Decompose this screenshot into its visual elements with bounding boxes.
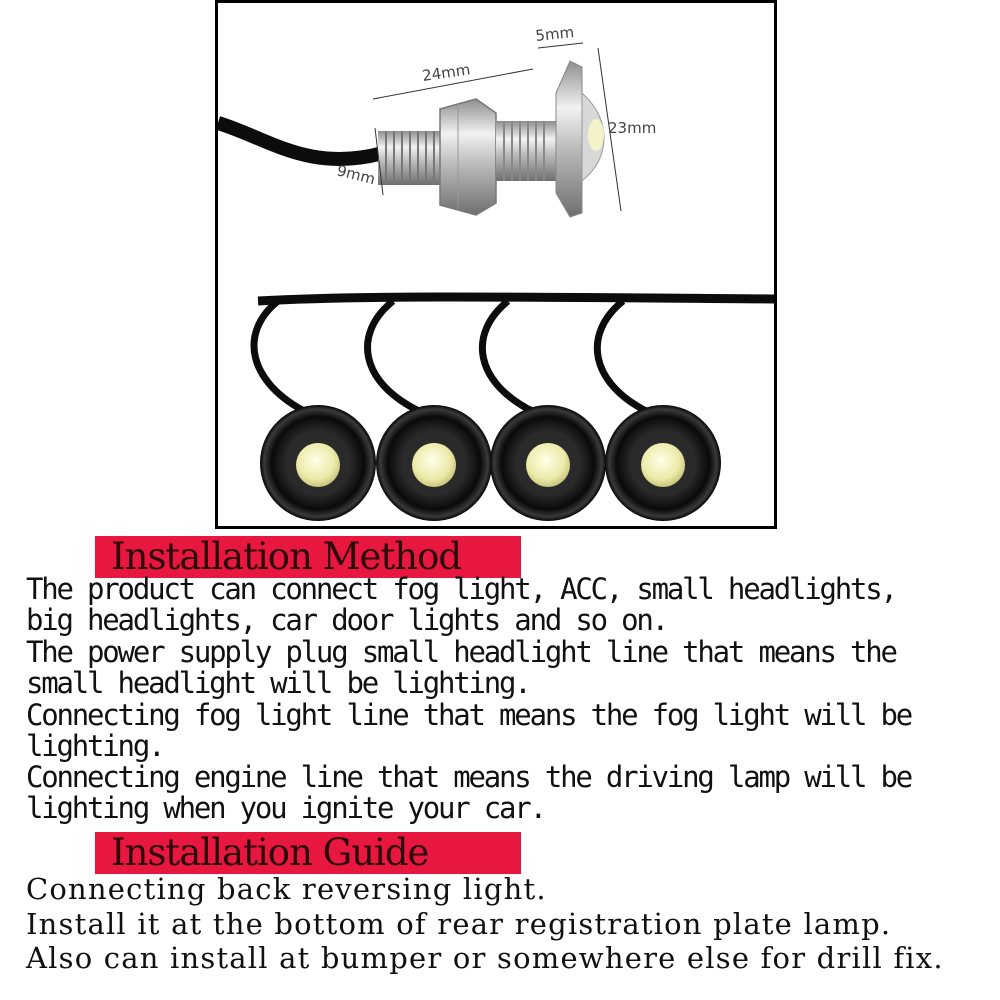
- method-line-1: The product can connect fog light, ACC, small headlights,: [26, 572, 896, 606]
- lamp-1: [260, 405, 376, 521]
- installation-guide-heading: Installation Guide: [95, 832, 521, 874]
- method-line-6: lighting.: [26, 729, 164, 763]
- lamp-array: [254, 297, 774, 521]
- method-line-8: lighting when you ignite your car.: [26, 791, 545, 825]
- method-line-4: small headlight will be lighting.: [26, 666, 530, 700]
- guide-line-3: Also can install at bumper or somewhere else for drill fix.: [26, 941, 944, 975]
- product-illustration: [218, 3, 774, 526]
- diameter-dimension-label: 23mm: [608, 119, 657, 137]
- lamp-3: [490, 405, 606, 521]
- method-line-3: The power supply plug small headlight line that means the: [26, 635, 896, 669]
- lamp-4: [605, 405, 721, 521]
- method-line-5: Connecting fog light line that means the fog light will be: [26, 698, 912, 732]
- guide-line-1: Connecting back reversing light.: [26, 872, 547, 906]
- method-line-7: Connecting engine line that means the driving lamp will be: [26, 760, 912, 794]
- thread-dimension-label: 9mm: [335, 161, 378, 189]
- product-photo: [215, 0, 777, 529]
- lamp-2: [376, 405, 492, 521]
- installation-method-heading: Installation Method: [95, 536, 521, 578]
- bolt-lamp: [218, 61, 604, 217]
- guide-line-2: Install it at the bottom of rear registration plate lamp.: [26, 907, 892, 941]
- length-dimension-label: 24mm: [421, 60, 472, 85]
- method-line-2: big headlights, car door lights and so on.: [26, 603, 667, 637]
- flange-dimension-label: 5mm: [534, 23, 575, 45]
